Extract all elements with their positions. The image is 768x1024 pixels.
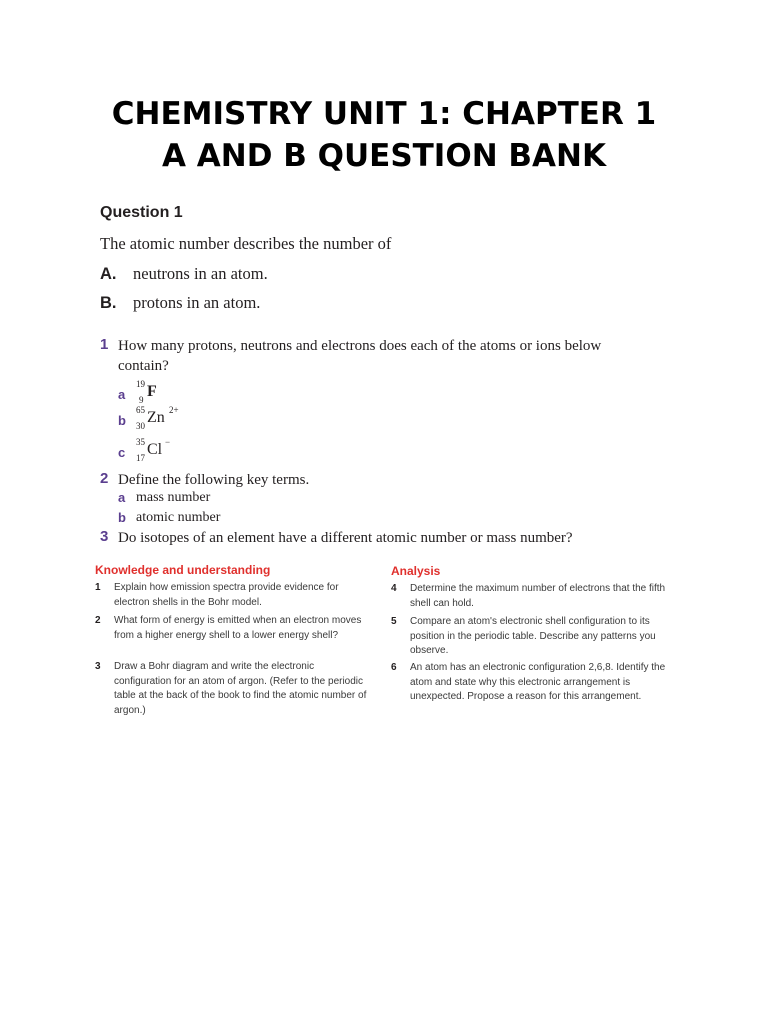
question-text: Do isotopes of an element have a different atomic number or mass number? bbox=[118, 530, 573, 546]
option-a bbox=[100, 264, 268, 284]
part-letter: a bbox=[118, 490, 126, 505]
question-number: 3 bbox=[100, 528, 109, 545]
atomic-number: 30 bbox=[136, 421, 145, 431]
item-number: 3 bbox=[95, 661, 101, 672]
isotope-notation bbox=[136, 405, 216, 435]
item-number: 4 bbox=[391, 583, 397, 594]
title-line-2: A AND B QUESTION BANK bbox=[161, 138, 607, 174]
mass-number: 35 bbox=[136, 437, 145, 447]
item-number: 2 bbox=[95, 615, 101, 626]
mass-number: 65 bbox=[136, 405, 145, 415]
question-number: 1 bbox=[100, 336, 109, 353]
key-term-text: mass number bbox=[136, 490, 211, 505]
isotope-notation bbox=[136, 437, 216, 467]
element-symbol: F bbox=[147, 383, 157, 400]
question-number: 2 bbox=[100, 470, 109, 487]
element-symbol: Zn bbox=[147, 409, 165, 426]
item-number: 6 bbox=[391, 662, 397, 673]
atomic-number: 9 bbox=[139, 395, 144, 405]
part-letter: c bbox=[118, 445, 126, 460]
item-text: Compare an atom's electronic shell configuration to its position in the periodic table. Describe any patterns you observe. bbox=[410, 616, 656, 656]
question-text: How many protons, neutrons and electrons does each of the atoms or ions below contain? bbox=[118, 338, 602, 374]
item-text: Determine the maximum number of electrons that the fifth shell can hold. bbox=[410, 583, 666, 609]
question-1-stem: The atomic number describes the number of bbox=[100, 234, 392, 253]
page-title bbox=[0, 93, 768, 177]
element-symbol: Cl bbox=[147, 441, 163, 458]
ion-charge: 2+ bbox=[169, 405, 179, 415]
option-b bbox=[100, 293, 260, 313]
option-text: neutrons in an atom. bbox=[133, 264, 268, 283]
mass-number: 19 bbox=[136, 379, 145, 389]
part-letter: b bbox=[118, 510, 126, 525]
option-letter: A. bbox=[100, 265, 117, 283]
part-letter: b bbox=[118, 413, 126, 428]
key-term-text: atomic number bbox=[136, 510, 221, 525]
question-1-heading: Question 1 bbox=[100, 204, 183, 221]
item-number: 1 bbox=[95, 582, 101, 593]
option-letter: B. bbox=[100, 294, 117, 312]
knowledge-heading: Knowledge and understanding bbox=[95, 563, 271, 577]
item-text: An atom has an electronic configuration 2,6,8. Identify the atom and state why this electronic arrangement is unexpected. Propose a reason for this arrangement. bbox=[410, 662, 666, 702]
question-text: Define the following key terms. bbox=[118, 472, 310, 488]
item-text: What form of energy is emitted when an electron moves from a higher energy shell to a lower energy shell? bbox=[114, 615, 362, 641]
title-line-1: CHEMISTRY UNIT 1: CHAPTER 1 bbox=[111, 96, 657, 132]
item-text: Draw a Bohr diagram and write the electronic configuration for an atom of argon. (Refer to the periodic table at the back of the book to find the atomic number of argon.) bbox=[114, 661, 367, 716]
item-number: 5 bbox=[391, 616, 397, 627]
option-text: protons in an atom. bbox=[133, 293, 261, 312]
item-text: Explain how emission spectra provide evidence for electron shells in the Bohr model. bbox=[114, 582, 339, 608]
atomic-number: 17 bbox=[136, 453, 145, 463]
part-letter: a bbox=[118, 387, 126, 402]
analysis-heading: Analysis bbox=[391, 564, 441, 578]
ion-charge: − bbox=[165, 437, 171, 447]
